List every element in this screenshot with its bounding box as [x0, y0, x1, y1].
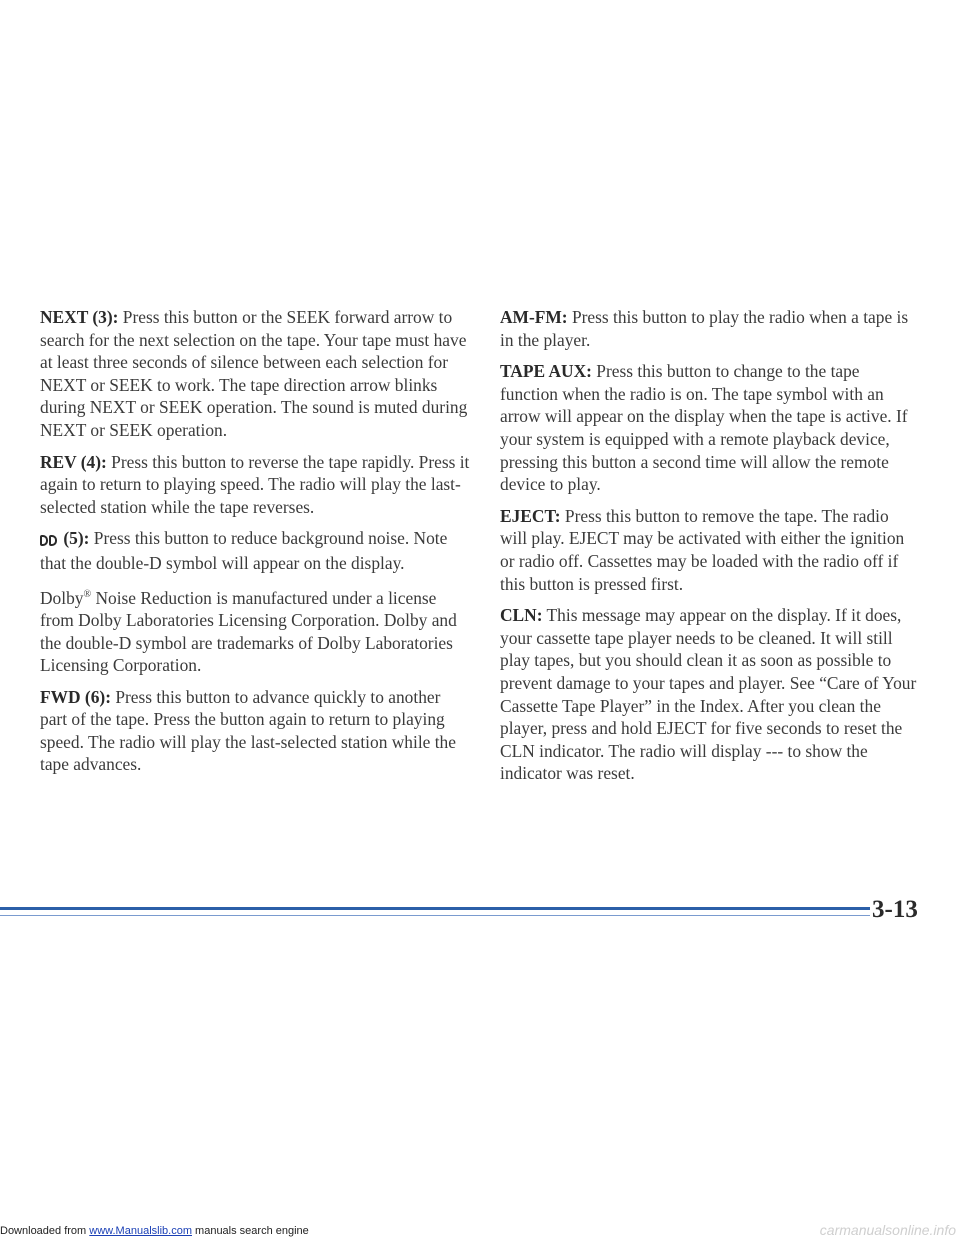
tape-aux-term: TAPE AUX:	[500, 361, 592, 382]
footer-suffix: manuals search engine	[191, 1225, 309, 1237]
dolby-button-paragraph	[40, 527, 470, 574]
dolby-license-paragraph	[40, 584, 470, 677]
rev-paragraph	[40, 451, 470, 519]
dolby-double-d-icon	[40, 529, 58, 552]
next-paragraph	[40, 306, 470, 442]
left-column	[40, 306, 470, 785]
fwd-text: Press this button to advance quickly to another part of the tape. Press the button again to return to playing speed. The radio will play the last-selected station while the tape advances.	[40, 686, 456, 775]
next-text: Press this button or the SEEK forward arrow to search for the next selection on the tape. Your tape must have at least three seconds of silence between each selection for NEXT or SEEK to work. The tape direction arrow blinks during NEXT or SEEK operation. The sound is muted during NEXT or SEEK operation.	[40, 307, 468, 440]
tape-aux-paragraph	[500, 360, 920, 496]
footer-prefix: Downloaded from	[0, 1225, 90, 1237]
footer-rule-thin	[0, 915, 870, 916]
cln-text: This message may appear on the display. If it does, your cassette tape player needs to be cleaned. It will still play tapes, but you should clean it as soon as possible to prevent damage to your tapes and player. See “Care of Your Cassette Tape Player” in the Index. After you clean the player, press and hold EJECT for five seconds to reset the CLN indicator. The radio will display --- to show the indicator was reset.	[500, 605, 917, 784]
eject-paragraph	[500, 505, 920, 595]
next-term: NEXT (3):	[40, 307, 119, 327]
amfm-paragraph	[500, 306, 920, 351]
fwd-term: FWD (6):	[40, 686, 111, 707]
dolby-button-text: Press this button to reduce background noise. Note that the double-D symbol will appear on the display.	[40, 528, 448, 573]
fwd-paragraph	[40, 686, 470, 776]
dolby-prefix: Dolby	[40, 587, 84, 608]
right-column	[500, 306, 920, 794]
rev-term: REV (4):	[40, 451, 107, 472]
download-footer	[0, 1225, 309, 1237]
dolby-license-text: Noise Reduction is manufactured under a license from Dolby Laboratories Licensing Corporation. Dolby and the double-D symbol are trademarks of Dolby Laboratories Licensing Corporation.	[40, 587, 457, 676]
registered-mark: ®	[83, 588, 92, 600]
manualslib-link[interactable]: www.Manualslib.com	[89, 1225, 192, 1237]
watermark: carmanualsonline.info	[819, 1222, 956, 1238]
rev-text: Press this button to reverse the tape rapidly. Press it again to return to playing speed. The radio will play the last-selected station while the tape reverses.	[40, 451, 470, 517]
amfm-term: AM-FM:	[500, 307, 568, 327]
eject-text: Press this button to remove the tape. The radio will play. EJECT may be activated with either the ignition or radio off. Cassettes may be loaded with the radio off if this button is pressed first.	[500, 505, 905, 594]
eject-term: EJECT:	[500, 505, 561, 526]
tape-aux-text: Press this button to change to the tape function when the radio is on. The tape symbol with an arrow will appear on the display when the tape is active. If your system is equipped with a remote playback device, pressing this button a second time will allow the remote device to play.	[500, 361, 908, 495]
page-number: 3-13	[872, 896, 918, 923]
amfm-text: Press this button to play the radio when a tape is in the player.	[500, 307, 909, 350]
footer-rule-thick	[0, 907, 870, 910]
cln-paragraph	[500, 604, 920, 785]
dolby-button-term: (5):	[63, 528, 90, 549]
cln-term: CLN:	[500, 605, 543, 626]
